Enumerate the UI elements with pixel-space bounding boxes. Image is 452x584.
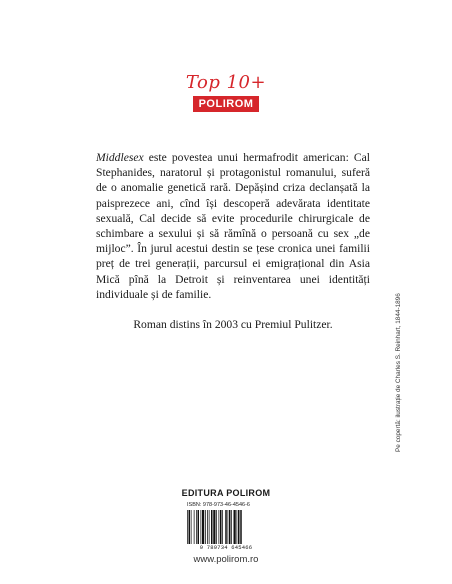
cover-credit: Pe copertă: ilustrație de Charles S. Reinhart, 1844-1896 (395, 293, 402, 452)
publisher-badge: POLIROM (193, 96, 259, 112)
isbn-label: ISBN: 978-973-46-4546-6 (187, 502, 250, 508)
website-link[interactable]: www.polirom.ro (193, 554, 259, 565)
award-line: Roman distins în 2003 cu Premiul Pulitzer. (133, 318, 333, 331)
series-name: Top 10+ (185, 72, 267, 93)
barcode-digits: 9 789734 645466 (199, 544, 253, 551)
book-blurb (96, 150, 370, 302)
blurb-text: este povestea unui hermafrodit american: Cal Stephanides, naratorul și protagonistul romanului, suferă de o anomalie genetică rară. Depășind criza declanșată la paisprezece ani, cînd își descoperă adevărata identitate sexuală, Cal decide să evite procedurile chirurgicale de schimbare a sexului și să rămînă o persoană cu sex „de mijloc”. În jurul acestui destin se țese cronica unei familii preț de trei generații, parcursul ei emigrațional din Asia Mică pînă la Detroit și reinventarea unei identități individuale și de familie. (96, 151, 370, 301)
series-logo (0, 72, 452, 112)
book-title: Middlesex (96, 151, 144, 164)
barcode (186, 510, 266, 544)
publisher-name: EDITURA POLIROM (181, 488, 271, 498)
